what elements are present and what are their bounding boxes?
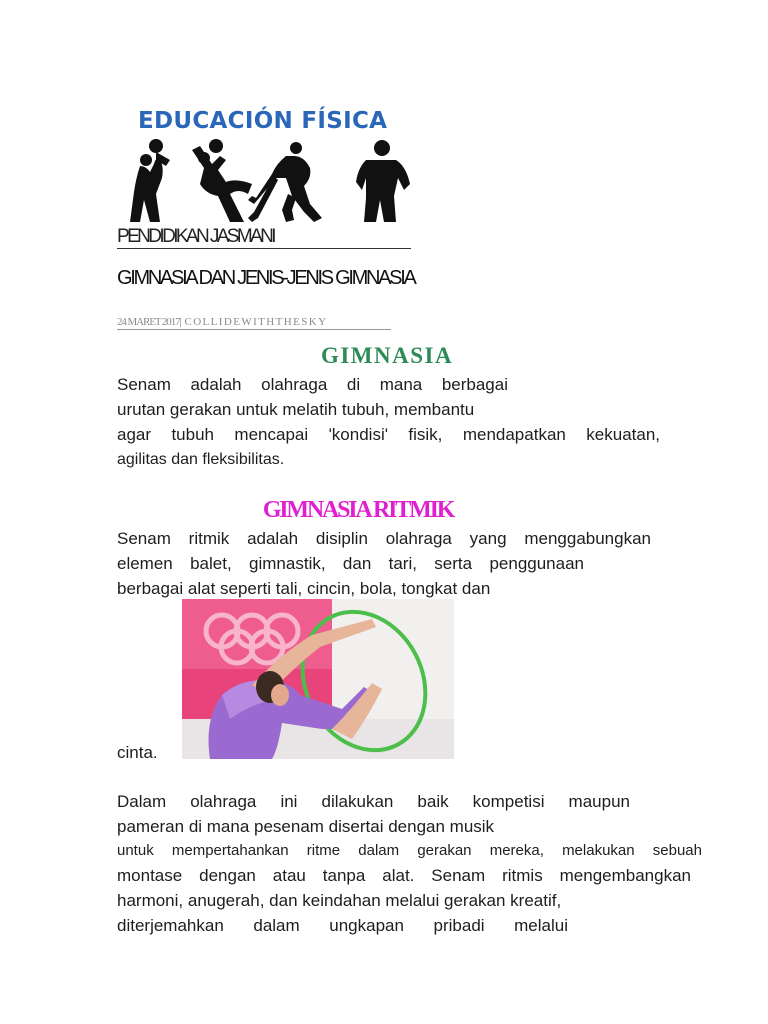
body-line: agilitas dan fleksibilitas. (117, 451, 285, 468)
post-date[interactable]: 24 MARET 2017 (117, 316, 180, 328)
educacion-fisica-logo (126, 104, 412, 226)
body-line: montase dengan atau tanpa alat. Senam ritmis mengembangkan (117, 866, 691, 885)
post-author[interactable]: COLLIDEWITHTHESKY (184, 316, 328, 328)
section-heading-gimnasia-ritmik: GIMNASIA RITMIK (262, 497, 454, 523)
body-line: harmoni, anugerah, dan keindahan melalui gerakan kreatif, (117, 891, 562, 910)
logo-title: EDUCACIÓN FÍSICA (138, 108, 388, 134)
body-line: agar tubuh mencapai 'kondisi' fisik, mendapatkan kekuatan, (117, 425, 660, 444)
body-line: pameran di mana pesenam disertai dengan musik (117, 817, 495, 836)
body-line: elemen balet, gimnastik, dan tari, serta penggunaan (117, 554, 584, 573)
body-line: diterjemahkan dalam ungkapan pribadi melalui (117, 916, 568, 935)
post-title[interactable]: GIMNASIA DAN JENIS-JENIS GIMNASIA (117, 267, 415, 289)
body-line: Senam adalah olahraga di mana berbagai (117, 375, 508, 394)
body-line: Senam ritmik adalah disiplin olahraga yang menggabungkan (117, 529, 651, 548)
body-line: cinta. (117, 743, 158, 762)
rhythmic-gymnast-photo (182, 599, 454, 759)
body-line: untuk mempertahankan ritme dalam gerakan mereka, melakukan sebuah (117, 842, 702, 859)
meta-separator: | (179, 316, 185, 328)
blog-name-link[interactable]: PENDIDIKAN JASMANI (117, 226, 411, 249)
post-meta (117, 316, 391, 330)
body-line: Dalam olahraga ini dilakukan baik kompetisi maupun (117, 792, 630, 811)
section-heading-gimnasia: GIMNASIA (320, 343, 454, 368)
athletes-silhouette-icon (126, 138, 412, 226)
body-line: berbagai alat seperti tali, cincin, bola, tongkat dan (117, 579, 491, 598)
body-line: urutan gerakan untuk melatih tubuh, membantu (117, 400, 475, 419)
